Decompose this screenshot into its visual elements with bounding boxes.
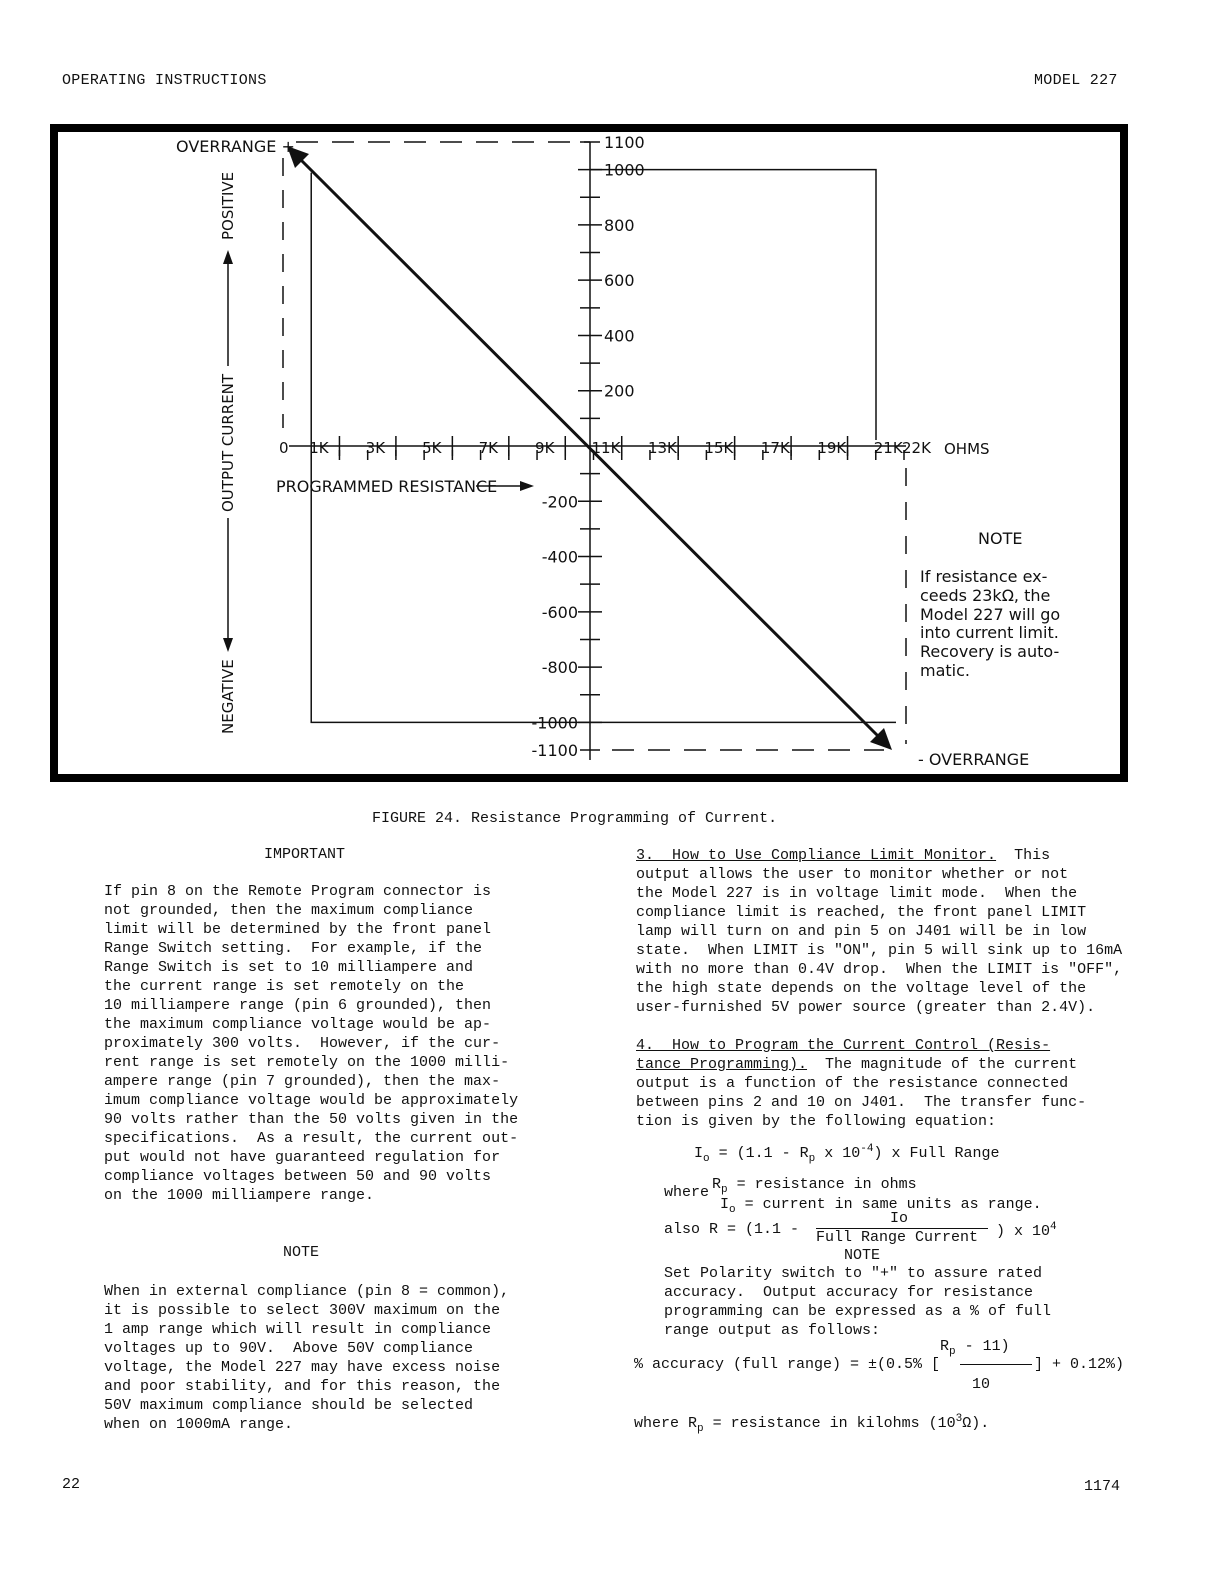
section-3-line-5: state. When LIMIT is "ON", pin 5 will sink up to 16mA [636,942,1123,959]
accuracy-numerator: $R_p - 11$) [940,1338,1010,1358]
important-line-9: proximately 300 volts. However, if the cur- [104,1035,501,1052]
positive-arrowhead [223,250,233,264]
left-note-line-4: voltages up to 90V. Above 50V compliance [104,1340,474,1357]
left-note-line-2: it is possible to select 300V maximum on the [104,1302,501,1319]
also-eq-tail: ) x $10^4$ [996,1221,1057,1240]
important-line-12: imum compliance voltage would be approximately [104,1092,519,1109]
right-note-line-1: Set Polarity switch to "+" to assure rated [664,1265,1043,1282]
important-paragraph [104,882,518,1205]
section-3-line-4: lamp will turn on and pin 5 on J401 will be in low [636,923,1087,940]
important-line-6: the current range is set remotely on the [104,978,465,995]
section-4-heading-2: tance Programming). [636,1056,808,1073]
left-note-line-6: and poor stability, and for this reason, the [104,1378,501,1395]
x-tick-label-1K: 1K [309,439,329,457]
x-tick-label-17K: 17K [760,439,790,457]
important-line-8: the maximum compliance voltage would be ap- [104,1016,492,1033]
section-3-line-1: output allows the user to monitor whether or not [636,866,1069,883]
y-tick-label-600: 600 [604,271,635,291]
section-4-heading-1: 4. How to Program the Current Control (Resis- [636,1037,1051,1054]
y-tick-label--200: -200 [541,492,578,512]
negative-label: NEGATIVE [219,659,237,734]
figure-caption: FIGURE 24. Resistance Programming of Current. [372,810,778,827]
section-3 [636,846,1122,1017]
x-axis-unit: OHMS [944,440,990,458]
note-line-5: Recovery is auto- [920,642,1060,661]
important-line-16: compliance voltages between 50 and 90 volts [104,1168,492,1185]
section-4 [636,1036,1086,1131]
note-line-3: Model 227 will go [920,605,1061,624]
right-note-line-2: accuracy. Output accuracy for resistance [664,1284,1034,1301]
overrange-negative-label: - OVERRANGE [918,750,1030,769]
y-tick-label-1100: 1100 [604,133,645,152]
y-tick-label-200: 200 [604,381,635,401]
section-4-first-rest: The magnitude of the current [807,1056,1078,1073]
section-4-line-1: output is a function of the resistance connected [636,1075,1069,1092]
important-line-14: specifications. As a result, the current out- [104,1130,519,1147]
section-3-line-3: compliance limit is reached, the front panel LIMIT [636,904,1087,921]
important-line-15: put would not have guaranteed regulation for [104,1149,501,1166]
section-3-heading: 3. How to Use Compliance Limit Monitor. [636,847,997,864]
important-title: IMPORTANT [264,846,346,863]
section-3-line-7: the high state depends on the voltage level of the [636,980,1087,997]
section-3-first-rest: This [996,847,1051,864]
note-line-6: matic. [920,661,970,680]
overrange-positive-label: OVERRANGE + [176,137,295,156]
important-line-1: If pin 8 on the Remote Program connector is [104,883,492,900]
y-tick-label--800: -800 [541,658,578,678]
important-line-11: ampere range (pin 7 grounded), then the max- [104,1073,501,1090]
important-line-10: rent range is set remotely on the 1000 milli- [104,1054,510,1071]
accuracy-right: ] + 0.12%) [1034,1356,1125,1373]
left-note-paragraph [104,1282,509,1434]
note-line-1: If resistance ex- [920,567,1048,586]
also-eq-left: also R = (1.1 - [664,1221,800,1238]
page-number: 22 [62,1476,81,1493]
left-note-line-5: voltage, the Model 227 may have excess noise [104,1359,501,1376]
important-line-17: on the 1000 milliampere range. [104,1187,375,1204]
accuracy-left: % accuracy (full range) = ±(0.5% [ [634,1356,941,1373]
y-tick-label--1100: -1100 [531,741,578,760]
where-io: $I_o$ = current in same units as range. [720,1196,1042,1216]
y-tick-label-400: 400 [604,326,635,346]
also-eq-denominator: Full Range Current [816,1229,979,1246]
x-axis-label: PROGRAMMED RESISTANCE [276,477,498,496]
left-note-line-1: When in external compliance (pin 8 = common), [104,1283,510,1300]
right-note-paragraph [664,1264,1051,1340]
right-note-title: NOTE [844,1247,881,1264]
y-tick-label-800: 800 [604,215,635,235]
left-note-line-3: 1 amp range which will result in compliance [104,1321,492,1338]
x-tick-label-15K: 15K [704,439,734,457]
important-line-2: not grounded, then the maximum compliance [104,902,474,919]
important-line-4: Range Switch setting. For example, if the [104,940,483,957]
note-title: NOTE [978,529,1023,548]
note-line-4: into current limit. [920,623,1059,642]
positive-label: POSITIVE [219,171,237,240]
section-4-line-3: tion is given by the following equation: [636,1113,997,1130]
important-line-5: Range Switch is set to 10 milliampere and [104,959,474,976]
right-note-line-3: programming can be expressed as a % of full [664,1303,1052,1320]
where-rp-kilohms: where $R_p$ = resistance in kilohms $(10^3\Omega)$. [634,1413,990,1435]
section-4-line-2: between pins 2 and 10 on J401. The transfer func- [636,1094,1087,1111]
x-tick-label-13K: 13K [647,439,677,457]
important-line-7: 10 milliampere range (pin 6 grounded), then [104,997,492,1014]
accuracy-denominator: 10 [972,1376,991,1393]
x-tick-label-9K: 9K [535,439,555,457]
important-line-3: limit will be determined by the front panel [104,921,492,938]
where-rp: $R_p$ = resistance in ohms [712,1176,917,1196]
y-tick-label--400: -400 [541,547,578,567]
x-tick-label-0: 0 [279,439,289,457]
x-tick-label-7K: 7K [478,439,498,457]
also-eq-numerator: Io [890,1210,909,1227]
section-3-line-2: the Model 227 is in voltage limit mode. When the [636,885,1078,902]
where-label: where [664,1184,710,1201]
left-note-line-7: 50V maximum compliance should be selected [104,1397,474,1414]
x-tick-label-5K: 5K [422,439,442,457]
left-note-line-8: when on 1000mA range. [104,1416,294,1433]
section-3-line-8: user-furnished 5V power source (greater than 2.4V). [636,999,1096,1016]
x-tick-label-22K: 22K [902,439,931,457]
left-note-title: NOTE [283,1244,320,1261]
equation-1: $I_o = (1.1 - R_p$ x $10^{-4}$) x Full Range [694,1143,1000,1165]
resistance-arrowhead [520,481,534,491]
header-title: OPERATING INSTRUCTIONS [62,72,267,89]
note-line-2: ceeds 23kΩ, the [920,586,1051,605]
section-3-line-6: with no more than 0.4V drop. When the LIMIT is "OFF", [636,961,1123,978]
y-tick-label-1000: 1000 [604,160,645,180]
y-axis-label: OUTPUT CURRENT [219,373,237,512]
header-model: MODEL 227 [1034,72,1118,89]
right-note-line-4: range output as follows: [664,1322,881,1339]
document-number: 1174 [1084,1478,1121,1495]
x-tick-label-3K: 3K [365,439,386,457]
x-tick-label-19K: 19K [817,439,847,457]
y-tick-label--1000: -1000 [531,713,578,733]
accuracy-fraction-bar [960,1364,1032,1365]
x-tick-label-11K: 11K [591,439,621,457]
important-line-13: 90 volts rather than the 50 volts given in the [104,1111,519,1128]
negative-arrowhead [223,638,233,652]
x-tick-label-21K: 21K [873,439,903,457]
y-tick-label--600: -600 [541,602,578,622]
